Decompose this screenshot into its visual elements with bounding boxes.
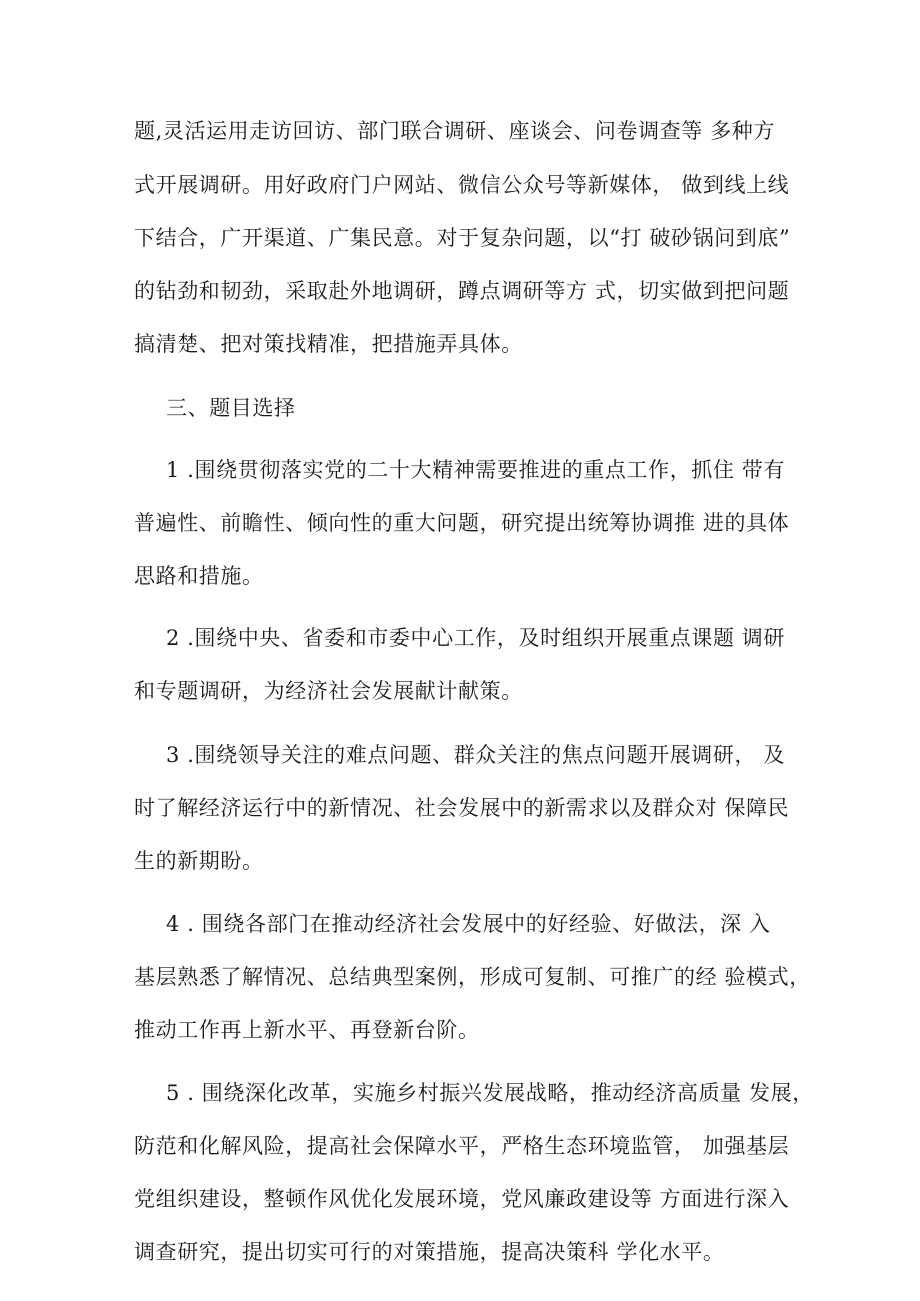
item-5-line-4: 调查研究，提出切实可行的对策措施，提高决策科 学化水平。 [134,1240,725,1264]
item-2-line-1: 2 .围绕中央、省委和市委中心工作，及时组织开展重点课题 调研 [166,626,785,650]
item-5-line-3: 党组织建设，整顿作风优化发展环境，党风廉政建设等 方面进行深入 [134,1187,790,1211]
item-2-line-2: 和专题调研，为经济社会发展献计献策。 [134,679,523,703]
item-5-line-2: 防范和化解风险，提高社会保障水平，严格生态环境监管， 加强基层 [134,1134,790,1158]
item-4-line-2: 基层熟悉了解情况、总结典型案例，形成可复制、可推广的经 验模式， [134,965,811,989]
paragraph-continuation-line-5: 搞清楚、把对策找精准，把措施弄具体。 [134,332,523,356]
item-1-line-1: 1 .围绕贯彻落实党的二十大精神需要推进的重点工作，抓住 带有 [166,458,785,482]
section-heading: 三、题目选择 [166,396,296,420]
item-1-line-3: 思路和措施。 [134,564,264,588]
paragraph-continuation-line-2: 式开展调研。用好政府门户网站、微信公众号等新媒体， 做到线上线 [134,173,790,197]
item-3-line-3: 生的新期盼。 [134,849,264,873]
paragraph-continuation-line-3: 下结合，广开渠道、广集民意。对于复杂问题，以“打 破砂锅问到底” [134,226,791,250]
item-3-line-1: 3 .围绕领导关注的难点问题、群众关注的焦点问题开展调研， 及 [166,743,785,767]
paragraph-continuation-line-1: 题,灵活运用走访回访、部门联合调研、座谈会、问卷调查等 多种方 [134,119,775,143]
item-3-line-2: 时了解经济运行中的新情况、社会发展中的新需求以及群众对 保障民 [134,796,790,820]
item-1-line-2: 普遍性、前瞻性、倾向性的重大问题，研究提出统筹协调推 进的具体 [134,511,790,535]
item-4-line-3: 推动工作再上新水平、再登新台阶。 [134,1018,480,1042]
item-4-line-1: 4 . 围绕各部门在推动经济社会发展中的好经验、好做法，深 入 [166,912,771,936]
item-5-line-1: 5 . 围绕深化改革，实施乡村振兴发展战略，推动经济高质量 发展， [166,1081,814,1105]
paragraph-continuation-line-4: 的钻劲和韧劲，采取赴外地调研，蹲点调研等方 式，切实做到把问题 [134,279,790,303]
